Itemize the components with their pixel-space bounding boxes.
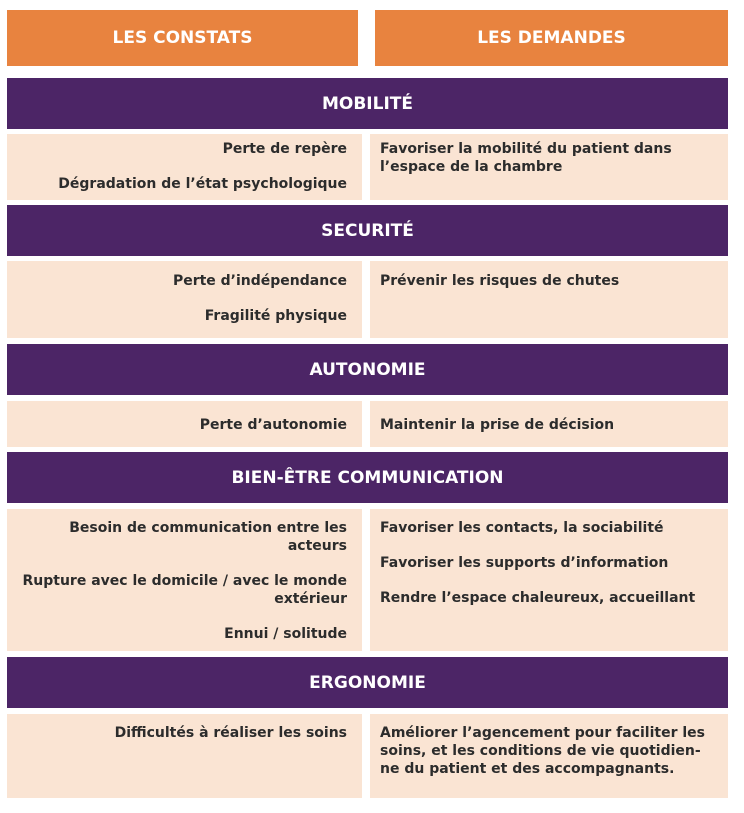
- demande-item: Améliorer l’agencement pour faciliter les soins, et les conditions de vie quotidien-ne du patient et des accompagnants.: [380, 725, 705, 777]
- constats-cell-bien-etre: [7, 509, 362, 651]
- constats-cell-autonomie: [7, 401, 362, 447]
- demande-item: Prévenir les risques de chutes: [380, 273, 620, 289]
- constats-cell-ergonomie: [7, 714, 362, 798]
- constat-item: Ennui / solitude: [224, 626, 347, 642]
- constats-cell-securite: [7, 261, 362, 338]
- constat-item: Perte d’autonomie: [199, 417, 347, 433]
- constat-item: Perte d’indépendance: [172, 273, 347, 289]
- demande-item: Favoriser les contacts, la sociabilité: [380, 520, 664, 536]
- demandes-cell-autonomie: [370, 401, 728, 447]
- constat-item: Besoin de communication entre les acteurs: [69, 520, 347, 554]
- demande-item: Favoriser la mobilité du patient dans l’espace de la chambre: [380, 141, 672, 175]
- constat-item: Rupture avec le domicile / avec le monde extérieur: [22, 573, 347, 607]
- constat-item: Perte de repère: [222, 141, 347, 157]
- section-title-mobilite: MOBILITÉ: [7, 78, 728, 129]
- constats-cell-mobilite: [7, 134, 362, 200]
- constat-item: Fragilité physique: [204, 308, 347, 324]
- section-title-autonomie: AUTONOMIE: [7, 344, 728, 395]
- section-title-securite: SECURITÉ: [7, 205, 728, 256]
- section-title-bien-etre-communication: BIEN-ÊTRE COMMUNICATION: [7, 452, 728, 503]
- demandes-cell-bien-etre: [370, 509, 728, 651]
- header-constats: LES CONSTATS: [7, 10, 358, 66]
- demande-item: Maintenir la prise de décision: [380, 417, 615, 433]
- constat-item: Dégradation de l’état psychologique: [58, 176, 347, 192]
- demande-item: Favoriser les supports d’information: [380, 555, 669, 571]
- section-title-ergonomie: ERGONOMIE: [7, 657, 728, 708]
- demandes-cell-ergonomie: [370, 714, 728, 798]
- constat-item: Difficultés à réaliser les soins: [114, 725, 347, 741]
- demandes-cell-mobilite: [370, 134, 728, 200]
- demande-item: Rendre l’espace chaleureux, accueillant: [380, 590, 696, 606]
- header-demandes: LES DEMANDES: [375, 10, 728, 66]
- demandes-cell-securite: [370, 261, 728, 338]
